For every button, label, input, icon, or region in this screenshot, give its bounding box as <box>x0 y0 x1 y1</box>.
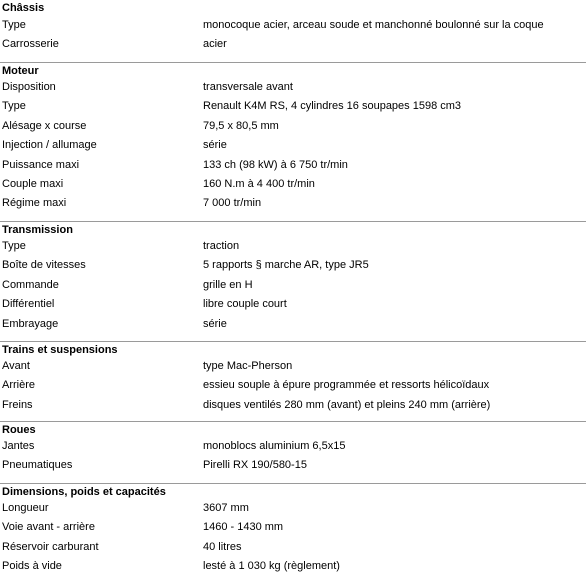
spec-row <box>0 295 586 314</box>
spec-label: Alésage x course <box>2 119 87 132</box>
spec-label: Réservoir carburant <box>2 540 99 553</box>
spec-label: Commande <box>2 278 59 291</box>
section-title: Châssis <box>2 2 45 14</box>
spec-value: 7 000 tr/min <box>203 197 262 210</box>
spec-label: Embrayage <box>2 317 59 330</box>
spec-value: 40 litres <box>203 540 242 553</box>
spec-label: Jantes <box>2 440 35 452</box>
spec-value: traction <box>203 240 240 252</box>
spec-row <box>0 237 586 256</box>
section-title: Moteur <box>2 65 39 77</box>
spec-value: type Mac-Pherson <box>203 360 293 372</box>
spec-label: Différentiel <box>2 298 55 311</box>
spec-label: Disposition <box>2 81 56 93</box>
spec-label: Boîte de vitesses <box>2 259 86 272</box>
section-header <box>0 62 586 78</box>
spec-label: Freins <box>2 398 33 411</box>
spec-label: Injection / allumage <box>2 139 97 152</box>
spec-row <box>0 437 586 456</box>
spec-value: 5 rapports § marche AR, type JR5 <box>203 259 369 272</box>
spec-value: disques ventilés 280 mm (avant) et pleins 240 mm (arrière) <box>203 398 491 411</box>
section-title: Transmission <box>2 224 73 236</box>
spec-row <box>0 357 586 376</box>
section-header <box>0 483 586 499</box>
spec-label: Avant <box>2 360 30 372</box>
section-header <box>0 421 586 437</box>
spec-row <box>0 194 586 213</box>
spec-value: 79,5 x 80,5 mm <box>203 119 279 132</box>
spec-value: série <box>203 317 227 330</box>
spec-row <box>0 518 586 537</box>
spec-label: Type <box>2 240 26 252</box>
spec-value: 133 ch (98 kW) à 6 750 tr/min <box>203 158 348 171</box>
spec-value: 1460 - 1430 mm <box>203 521 284 534</box>
spec-row <box>0 499 586 518</box>
spec-row <box>0 557 586 576</box>
spec-label: Poids à vide <box>2 560 62 573</box>
spec-row <box>0 175 586 194</box>
spec-value: lesté à 1 030 kg (règlement) <box>203 560 340 573</box>
spec-label: Longueur <box>2 502 49 514</box>
spec-value: 3607 mm <box>203 502 249 514</box>
spec-value: libre couple court <box>203 298 287 311</box>
spec-row <box>0 396 586 415</box>
section-title: Trains et suspensions <box>2 344 118 356</box>
section-title: Roues <box>2 424 36 436</box>
section-header <box>0 0 586 16</box>
spec-value: monoblocs aluminium 6,5x15 <box>203 440 346 452</box>
spec-value: acier <box>203 38 227 51</box>
spec-row <box>0 97 586 116</box>
spec-label: Puissance maxi <box>2 158 80 171</box>
spec-value: grille en H <box>203 278 253 291</box>
section-header <box>0 341 586 357</box>
spec-label: Voie avant - arrière <box>2 521 95 534</box>
spec-row <box>0 78 586 97</box>
spec-row <box>0 315 586 334</box>
section-header <box>0 221 586 237</box>
spec-value: 160 N.m à 4 400 tr/min <box>203 178 315 190</box>
spec-value: essieu souple à épure programmée et ressorts hélicoïdaux <box>203 379 490 392</box>
spec-row <box>0 276 586 295</box>
spec-row <box>0 117 586 136</box>
spec-label: Arrière <box>2 379 36 392</box>
spec-row <box>0 256 586 275</box>
spec-value: Renault K4M RS, 4 cylindres 16 soupapes 1598 cm3 <box>203 100 462 113</box>
section-title: Dimensions, poids et capacités <box>2 486 166 498</box>
spec-value: série <box>203 139 227 152</box>
spec-label: Pneumatiques <box>2 459 73 472</box>
spec-row <box>0 136 586 155</box>
spec-row <box>0 538 586 557</box>
spec-label: Carrosserie <box>2 38 59 51</box>
spec-row <box>0 16 586 35</box>
spec-label: Type <box>2 19 26 31</box>
spec-row <box>0 456 586 475</box>
spec-value: transversale avant <box>203 81 293 93</box>
spec-label: Type <box>2 100 26 113</box>
spec-label: Couple maxi <box>2 178 64 190</box>
spec-value: monocoque acier, arceau soude et manchonné boulonné sur la coque <box>203 19 544 31</box>
spec-row <box>0 156 586 175</box>
spec-row <box>0 376 586 395</box>
spec-value: Pirelli RX 190/580-15 <box>203 459 307 472</box>
spec-row <box>0 35 586 54</box>
spec-label: Régime maxi <box>2 197 67 210</box>
